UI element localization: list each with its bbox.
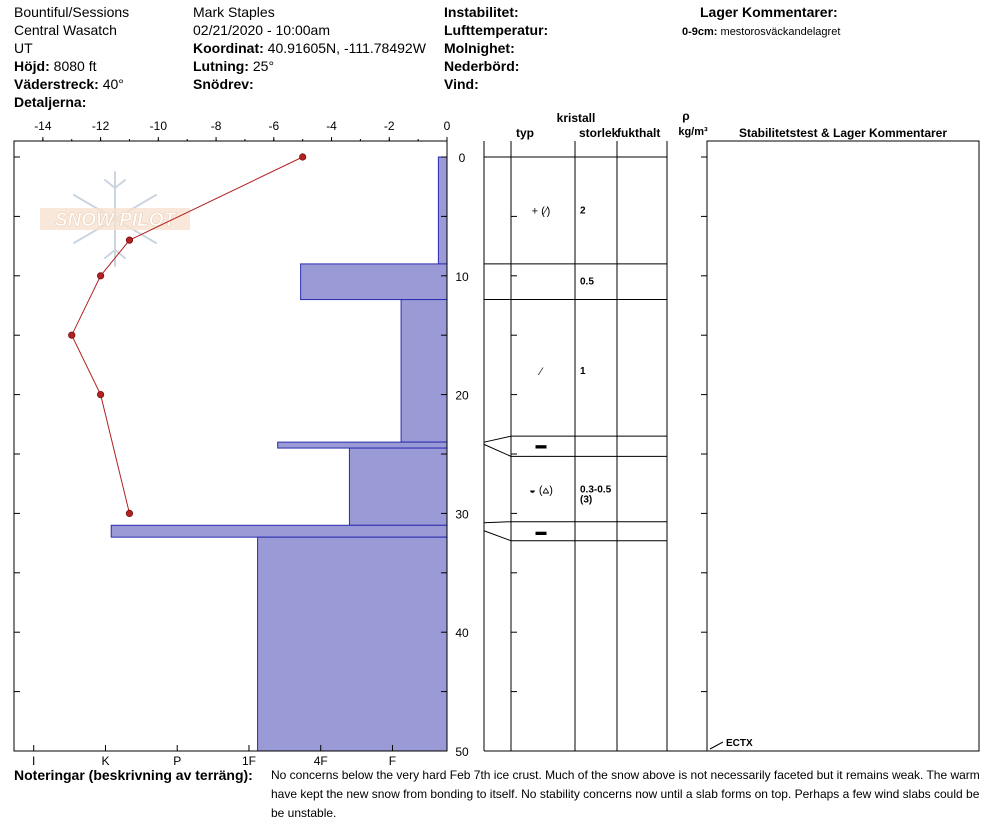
datetime: 02/21/2020 - 10:00am [193, 22, 330, 38]
temperature-point [97, 391, 103, 397]
location-range: Central Wasatch [14, 22, 117, 38]
snowpilot-watermark [40, 172, 190, 266]
depth-tick-label: 50 [455, 745, 469, 759]
temperature-point [126, 237, 132, 243]
depth-tick-label: 20 [455, 388, 469, 403]
hardness-bar [438, 157, 447, 264]
temperature-tick-label: -8 [210, 119, 222, 133]
location-area: Bountiful/Sessions [14, 4, 130, 20]
temperature-tick-label: -4 [326, 119, 337, 133]
location-state: UT [14, 40, 33, 56]
notes-label: Noteringar (beskrivning av terräng): [14, 767, 253, 783]
temperature-tick-label: -2 [383, 119, 395, 133]
hardness-bar [111, 525, 447, 537]
hardness-bar [278, 442, 447, 448]
slope-label: Lutning: [193, 58, 249, 74]
temperature-tick-label: -10 [149, 119, 168, 133]
aspect-value: 40° [102, 76, 124, 92]
stability-panel-frame [707, 141, 979, 751]
drift-label: Snödrev: [193, 76, 254, 92]
layer-connector [484, 444, 511, 456]
temperature-tick-label: -12 [91, 119, 110, 133]
depth-tick-label: 30 [455, 507, 469, 522]
temperature-point [299, 154, 305, 160]
coordinates-value: 40.91605N, -111.78492W [267, 40, 426, 56]
temperature-tick-label: -14 [34, 119, 52, 133]
watermark-text: SNOW PILOT [54, 210, 176, 231]
precip-label: Nederbörd: [444, 58, 520, 74]
hardness-bar [258, 537, 447, 751]
cloud-label: Molnighet: [444, 40, 515, 56]
moisture-header: fukthalt [617, 126, 661, 140]
temperature-point [97, 273, 103, 279]
instability-label: Instabilitet: [444, 4, 519, 20]
layer-connector [484, 436, 511, 442]
aspect-label: Väderstreck: [14, 76, 99, 92]
stability-test-pointer [710, 742, 723, 749]
stability-header: Stabilitetstest & Lager Kommentarer [738, 126, 948, 140]
hardness-tick-label: F [388, 754, 397, 768]
notes-text: No concerns below the very hard Feb 7th ice crust. Much of the snow above is not necessarily faceted but it remains weak. The warm have kept the new snow from bonding to itself. No stability concerns now until a slab forms on top. Perhaps a few wind slabs could be be unstable. [271, 768, 980, 820]
hardness-tick-label: I [32, 754, 36, 768]
hardness-tick-label: 4F [313, 754, 328, 768]
grain-type-symbol: ⁄ [540, 365, 542, 378]
hardness-bar [301, 264, 447, 300]
slope-value: 25° [252, 58, 275, 74]
stratigraphy [484, 157, 753, 749]
wind-label: Vind: [444, 76, 479, 92]
grain-type-symbol: ◒ (⩟) [529, 484, 553, 497]
temperature-point [126, 510, 132, 516]
density-unit-header: kg/m³ [678, 126, 708, 138]
layer-connector [484, 522, 511, 523]
layer-connector [484, 531, 511, 541]
air-temp-label: Lufttemperatur: [444, 22, 549, 38]
depth-tick-label: 0 [458, 151, 466, 165]
grain-size: 0.3-0.5 [580, 484, 612, 496]
crystal-header: kristall [556, 111, 596, 125]
coordinates-label: Koordinat: [193, 40, 264, 56]
hardness-tick-label: P [173, 754, 182, 768]
elevation-value: 8080 ft [53, 58, 97, 74]
grain-type-symbol: ▬ [535, 439, 547, 452]
observer: Mark Staples [193, 4, 275, 20]
grain-type-symbol: + (⁄) [531, 205, 551, 218]
grain-size: 2 [580, 205, 586, 217]
depth-tick-label: 10 [455, 269, 469, 284]
hardness-tick-label: K [101, 754, 110, 768]
temperature-point [69, 332, 75, 338]
hardness-bars [111, 157, 447, 751]
hardness-bar [349, 448, 447, 525]
rho-header: ρ [682, 109, 690, 123]
size-header: storlek [579, 126, 619, 140]
grain-type-symbol: ▬ [535, 526, 547, 539]
depth-tick-label: 40 [455, 626, 469, 641]
grain-size: 1 [580, 365, 586, 377]
grain-size-secondary: (3) [580, 494, 593, 506]
temperature-tick-label: -6 [268, 119, 280, 133]
hardness-bar [401, 300, 447, 443]
temperature-tick-label: 0 [443, 119, 451, 133]
layer-comment-depth: 0-9cm: [682, 26, 718, 38]
layer-comment-text: mestorosväckandelagret [720, 26, 841, 38]
type-header: typ [516, 126, 534, 140]
grain-size: 0.5 [580, 276, 594, 288]
layer-comments-title: Lager Kommentarer: [700, 4, 838, 20]
elevation-label: Höjd: [14, 58, 50, 74]
hardness-tick-label: 1F [241, 754, 256, 768]
temperature-axis [34, 119, 450, 141]
stability-test-label: ECTX [726, 738, 753, 749]
details-label: Detaljerna: [14, 94, 87, 110]
